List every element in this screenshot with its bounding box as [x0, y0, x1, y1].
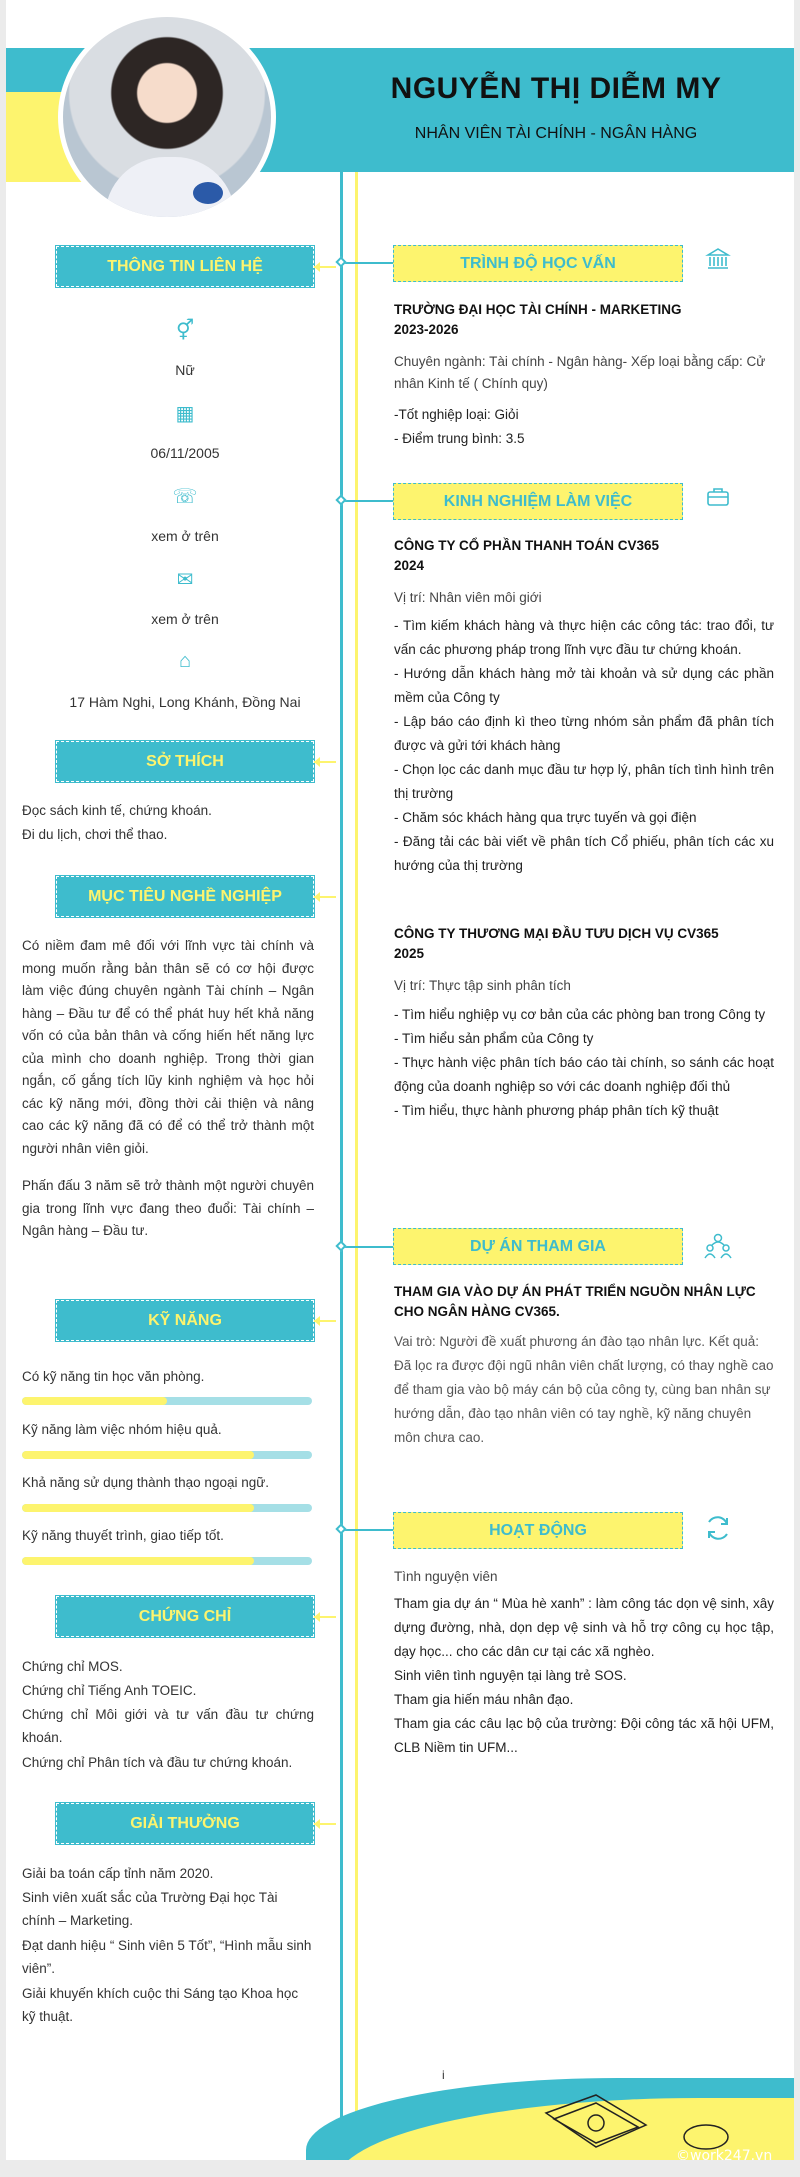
- team-icon: [701, 1232, 735, 1266]
- objective-paragraph: Phấn đấu 3 năm sẽ trở thành một người chuyên gia trong lĩnh vực đang theo đuổi: Tài chính – Ngân hàng – Đầu tư.: [22, 1178, 314, 1238]
- job-year: 2025: [394, 946, 425, 961]
- briefcase-icon-svg: [705, 484, 731, 510]
- skill-label: Kỹ năng thuyết trình, giao tiếp tốt.: [22, 1528, 224, 1543]
- experience-node: [335, 494, 346, 505]
- projects-connector: [342, 1246, 393, 1248]
- candidate-name: NGUYỄN THỊ DIỄM MY: [390, 72, 722, 105]
- briefcase-icon: [701, 484, 735, 518]
- education-major: Chuyên ngành: Tài chính - Ngân hàng- Xếp loại bằng cấp: Cử nhân Kinh tế ( Chính quy): [394, 354, 766, 391]
- certificates-heading-arrow: [314, 1616, 336, 1618]
- skill-bar: [22, 1397, 312, 1405]
- awards-heading: GIẢI THƯỞNG: [56, 1803, 314, 1844]
- calendar-icon: ▦: [175, 403, 195, 425]
- job-position: Vị trí: Nhân viên môi giới: [394, 590, 542, 605]
- education-heading: TRÌNH ĐỘ HỌC VẤN: [393, 245, 683, 282]
- job-tasks: - Tìm kiếm khách hàng và thực hiện các công tác: trao đổi, tư vấn các phương pháp trong lĩnh vực đầu tư chứng khoán. - Hướng dẫn khách hàng mở tài khoản và sử dụng các phần mềm của Công ty - Lập báo cáo định kì theo từng nhóm sản phẩm đã phân tích được và gửi tới khách hàng - Chọn lọc các danh mục đầu tư hợp lý, phân tích tình hình trên thị trường - Chăm sóc khách hàng qua trực tuyến và gọi điện - Đăng tải các bài viết về phân tích Cổ phiếu, phân tích các xu hướng của thị trường: [394, 618, 774, 873]
- refresh-icon: [701, 1513, 735, 1547]
- skill-label: Khả năng sử dụng thành thạo ngoại ngữ.: [22, 1475, 270, 1490]
- certificates-heading: CHỨNG CHỈ: [56, 1596, 314, 1637]
- phone-value: xem ở trên: [151, 528, 219, 544]
- email-value: xem ở trên: [151, 611, 219, 627]
- skill-bar: [22, 1504, 312, 1512]
- skill-bar-fill: [22, 1397, 167, 1405]
- team-icon-svg: [703, 1232, 733, 1260]
- education-connector: [342, 262, 393, 264]
- job-tasks: - Tìm hiểu nghiệp vụ cơ bản của các phòng ban trong Công ty - Tìm hiểu sản phẩm của Công ty - Thực hành việc phân tích báo cáo tài chính, so sánh các hoạt động của doanh nghiệp so với các doanh nghiệp đối thủ - Tìm hiểu, thực hành phương pháp phân tích kỹ thuật: [394, 1007, 774, 1118]
- activities-subtitle: Tình nguyện viên: [394, 1569, 498, 1584]
- education-gpa: - Điểm trung bình: 3.5: [394, 431, 525, 446]
- gender-icon: ⚥: [175, 320, 195, 342]
- projects-heading: DỰ ÁN THAM GIA: [393, 1228, 683, 1265]
- bank-icon: [701, 246, 735, 280]
- contact-heading-arrow: [314, 266, 336, 268]
- activities-text: Tham gia dự án “ Mùa hè xanh” : làm công tác dọn vệ sinh, xây dựng đường, nhà, dọn dẹp vệ sinh và hỗ trợ công cụ học tập, dạy học... cho các dân cư tại các xã nghèo. Sinh viên tình nguyện tại làng trẻ SOS. Tham gia hiến máu nhân đạo. Tham gia các câu lạc bộ của trường: Đội công tác xã hội UFM, CLB Niềm tin UFM...: [394, 1596, 774, 1755]
- project-title: THAM GIA VÀO DỰ ÁN PHÁT TRIỂN NGUỒN NHÂN LỰC CHO NGÂN HÀNG CV365.: [394, 1284, 756, 1319]
- experience-connector: [342, 500, 393, 502]
- activities-heading: HOẠT ĐỘNG: [393, 1512, 683, 1549]
- refresh-icon-svg: [703, 1513, 733, 1543]
- skill-bar-fill: [22, 1504, 254, 1512]
- job-title: NHÂN VIÊN TÀI CHÍNH - NGÂN HÀNG: [414, 125, 698, 142]
- timeline-line-yellow: [355, 172, 358, 2152]
- timeline-line-blue: [340, 172, 343, 2152]
- activities-connector: [342, 1529, 393, 1531]
- skill-bar: [22, 1451, 312, 1459]
- watermark: ©work247.vn: [676, 2148, 773, 2160]
- skill-label: Kỹ năng làm việc nhóm hiệu quả.: [22, 1422, 222, 1437]
- hobbies-heading-arrow: [314, 761, 336, 763]
- bank-icon-svg: [705, 246, 731, 272]
- education-rank: -Tốt nghiệp loại: Giỏi: [394, 407, 519, 422]
- skill-bar: [22, 1557, 312, 1565]
- certificate-line: Chứng chỉ MOS.: [22, 1659, 123, 1674]
- skills-heading-arrow: [314, 1320, 336, 1322]
- award-line: Đạt danh hiệu “ Sinh viên 5 Tốt”, “Hình mẫu sinh viên”.: [22, 1938, 312, 1976]
- education-years: 2023-2026: [394, 322, 459, 337]
- hobby-line: Đọc sách kinh tế, chứng khoán.: [22, 803, 212, 818]
- job-company: CÔNG TY THƯƠNG MẠI ĐẦU TƯU DỊCH VỤ CV365: [394, 926, 719, 941]
- activities-node: [335, 1523, 346, 1534]
- address-value: 17 Hàm Nghi, Long Khánh, Đồng Nai: [69, 694, 301, 710]
- project-description: Vai trò: Người đề xuất phương án đào tạo nhân lực. Kết quả: Đã lọc ra được đội ngũ nhân viên chất lượng, có thay nghề cao để tham gia vào bộ máy cán bộ của công ty, cùng ban nhân sự hướng dẫn, đào tạo nhân viên có tay nghề, kỹ năng chuyên môn chưa cao.: [394, 1334, 774, 1445]
- award-line: Giải khuyến khích cuộc thi Sáng tạo Khoa học kỹ thuật.: [22, 1986, 299, 2024]
- objective-paragraph: Có niềm đam mê đối với lĩnh vực tài chính và mong muốn rằng bản thân sẽ có cơ hội được làm việc đúng chuyên ngành Tài chính – Ngân hàng – Đầu tư để có thể phát huy hết khả năng vốn có của bản thân và cống hiến hết năng lực của mình cho doanh nghiệp. Trong thời gian ngắn, cố gắng tích lũy kinh nghiệm và học hỏi các kỹ năng mới, đồng thời cải thiện và nâng cao các kỹ năng đã có để có thể trở thành một người nhân viên giỏi.: [22, 938, 314, 1156]
- certificate-line: Chứng chỉ Môi giới và tư vấn đầu tư chứng khoán.: [22, 1707, 314, 1745]
- cv-page: [6, 0, 794, 2160]
- skill-label: Có kỹ năng tin học văn phòng.: [22, 1369, 205, 1384]
- education-node: [335, 256, 346, 267]
- phone-icon: ☏: [172, 486, 198, 508]
- award-line: Sinh viên xuất sắc của Trường Đại học Tài chính – Marketing.: [22, 1890, 278, 1928]
- home-icon: ⌂: [178, 650, 192, 672]
- hobby-line: Đi du lịch, chơi thể thao.: [22, 827, 168, 842]
- experience-heading: KINH NGHIỆM LÀM VIỆC: [393, 483, 683, 520]
- avatar-badge: [193, 182, 223, 204]
- skill-bar-fill: [22, 1451, 254, 1459]
- money-illustration: [536, 2085, 736, 2155]
- footer-mark: i: [442, 2068, 445, 2082]
- objective-heading: MỤC TIÊU NGHỀ NGHIỆP: [56, 876, 314, 917]
- avatar: [58, 12, 276, 222]
- email-icon: ✉: [176, 569, 194, 591]
- job-position: Vị trí: Thực tập sinh phân tích: [394, 978, 571, 993]
- gender-value: Nữ: [175, 362, 195, 378]
- projects-node: [335, 1240, 346, 1251]
- certificate-line: Chứng chỉ Tiếng Anh TOEIC.: [22, 1683, 197, 1698]
- hobbies-heading: SỞ THÍCH: [56, 741, 314, 782]
- contact-heading: THÔNG TIN LIÊN HỆ: [56, 246, 314, 287]
- certificate-line: Chứng chỉ Phân tích và đầu tư chứng khoán.: [22, 1755, 293, 1770]
- skills-heading: KỸ NĂNG: [56, 1300, 314, 1341]
- objective-heading-arrow: [314, 896, 336, 898]
- skill-bar-fill: [22, 1557, 254, 1565]
- job-year: 2024: [394, 558, 425, 573]
- birthdate-value: 06/11/2005: [150, 445, 220, 461]
- education-school: TRƯỜNG ĐẠI HỌC TÀI CHÍNH - MARKETING: [394, 302, 682, 317]
- award-line: Giải ba toán cấp tỉnh năm 2020.: [22, 1866, 214, 1881]
- awards-heading-arrow: [314, 1823, 336, 1825]
- job-company: CÔNG TY CỔ PHẦN THANH TOÁN CV365: [394, 538, 660, 553]
